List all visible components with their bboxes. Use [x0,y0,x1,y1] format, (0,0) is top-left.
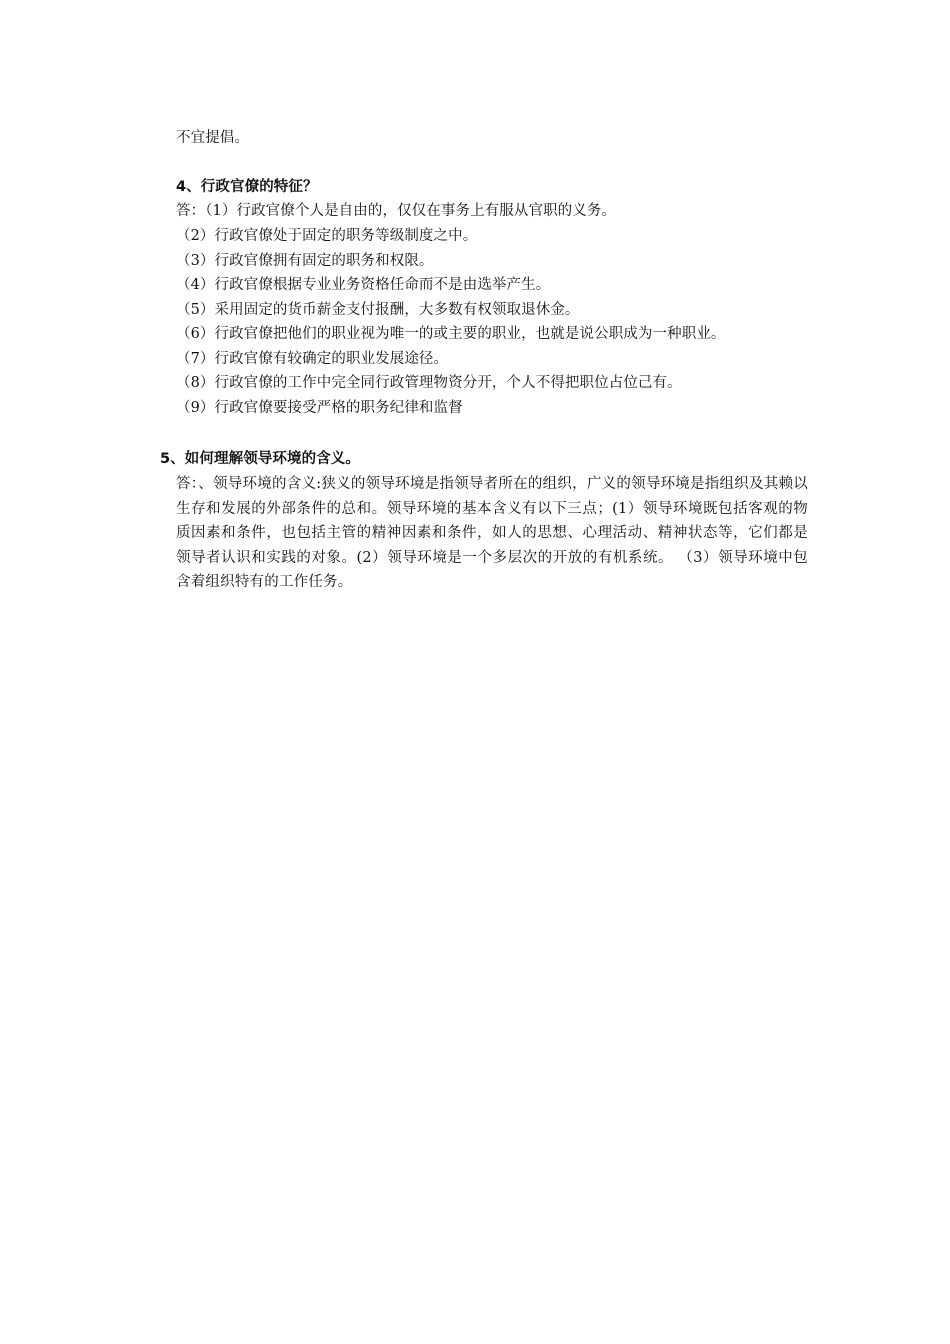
q5-title: 5、如何理解领导环境的含义。 [160,451,360,467]
intro-tail: 不宜提倡。 [176,130,249,146]
q5-answer: 答：、领导环境的含义:狭义的领导环境是指领导者所在的组织，广义的领导环境是指组织及其赖以生存和发展的外部条件的总和。领导环境的基本含义有以下三点；(1）领导环境既包括客观的物质因素和条件，也包括主管的精神因素和条件，如人的思想、心理活动、精神状态等，它们都是领导者认识和实践的对象。(2）领导环境是一个多层次的开放的有机系统。 （3）领导环境中包含着组织特有的工作任务。 [176,476,808,590]
q4-line-8: （9）行政官僚要接受严格的职务纪律和监督 [176,400,463,416]
q4-line-6: （7）行政官僚有较确定的职业发展途径。 [176,351,449,367]
q4-title: 4、行政官僚的特征？ [176,179,318,195]
q4-line-7: （8）行政官僚的工作中完全同行政管理物资分开，个人不得把职位占位己有。 [176,375,682,391]
q4-line-1: （2）行政官僚处于固定的职务等级制度之中。 [176,228,478,244]
q4-line-0: 答：（1）行政官僚个人是自由的，仅仅在事务上有服从官职的义务。 [176,203,617,219]
q4-line-3: （4）行政官僚根据专业业务资格任命而不是由选举产生。 [176,277,551,293]
q4-line-4: （5）采用固定的货币薪金支付报酬，大多数有权领取退休金。 [176,302,580,318]
q4-line-2: （3）行政官僚拥有固定的职务和权限。 [176,253,434,269]
q4-line-5: （6）行政官僚把他们的职业视为唯一的或主要的职业，也就是说公职成为一种职业。 [176,326,726,342]
